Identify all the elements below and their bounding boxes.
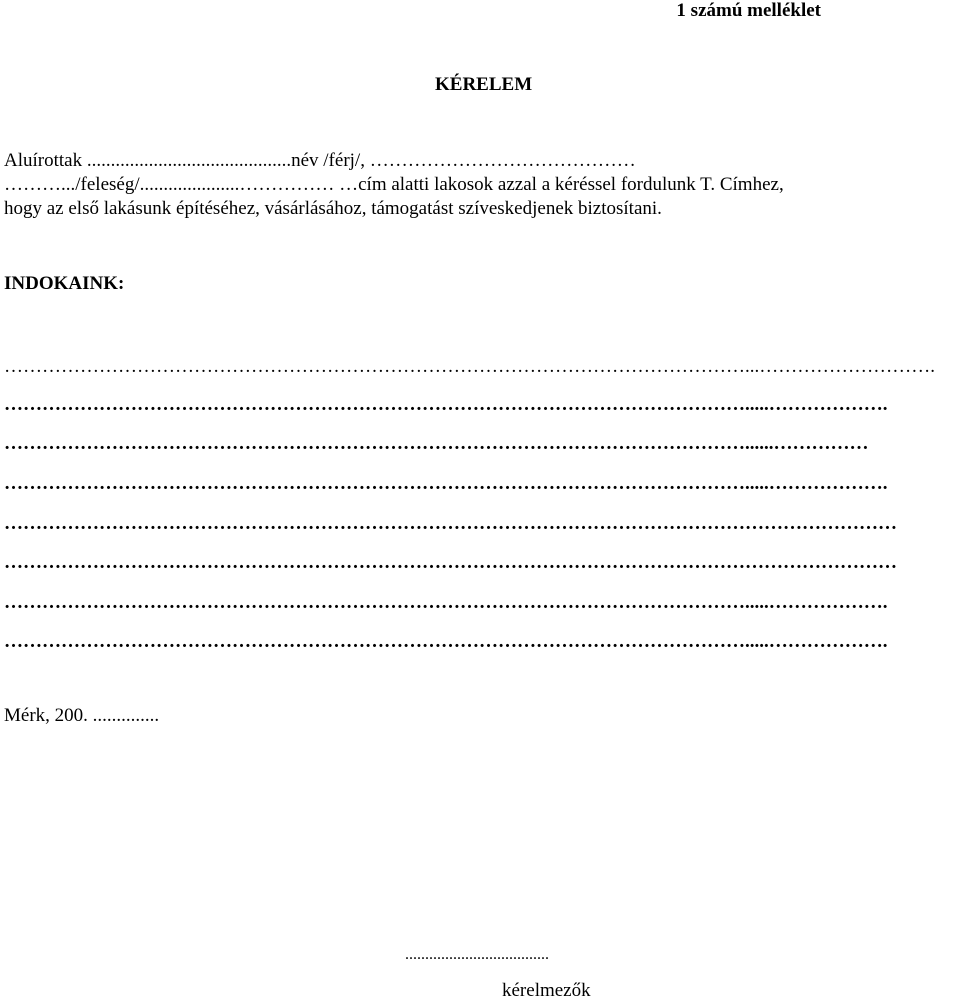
request-text-line-1: Aluírottak ...........................................név /férj/, …………………………………… [4,150,636,171]
reason-row-7: ……………………………………………………………………………………………………….....………………. [4,592,888,613]
request-text-line-3: hogy az első lakásunk építéséhez, vásárlásához, támogatást szíveskedjenek biztosítani. [4,198,662,219]
reasons-heading: INDOKAINK: [4,273,125,294]
reason-row-3: ………………………………………………………………………………………………………......…………… [4,433,869,454]
reason-row-2: ……………………………………………………………………………………………………….....………………. [4,394,888,415]
reason-row-6: …………………………………………………………………………………………………………………………… [4,552,897,573]
reason-row-5: …………………………………………………………………………………………………………………………… [4,513,897,534]
document-title: KÉRELEM [435,74,533,95]
place-date: Mérk, 200. .............. [4,705,160,726]
signature-label: kérelmezők [502,980,591,1001]
reason-row-8: ……………………………………………………………………………………………………….....………………. [4,631,888,652]
annex-label: 1 számú melléklet [676,0,821,21]
reason-row-4: ……………………………………………………………………………………………………….....………………. [4,473,888,494]
request-text-line-2: ……….../feleség/.....................…………… …cím alatti lakosok azzal a kéréssel fordulunk T. Címhez, [4,174,784,195]
reason-row-1: ………………………………………………………………………………………………………...………………………. [4,356,935,377]
signature-line: .................................... [405,946,549,963]
